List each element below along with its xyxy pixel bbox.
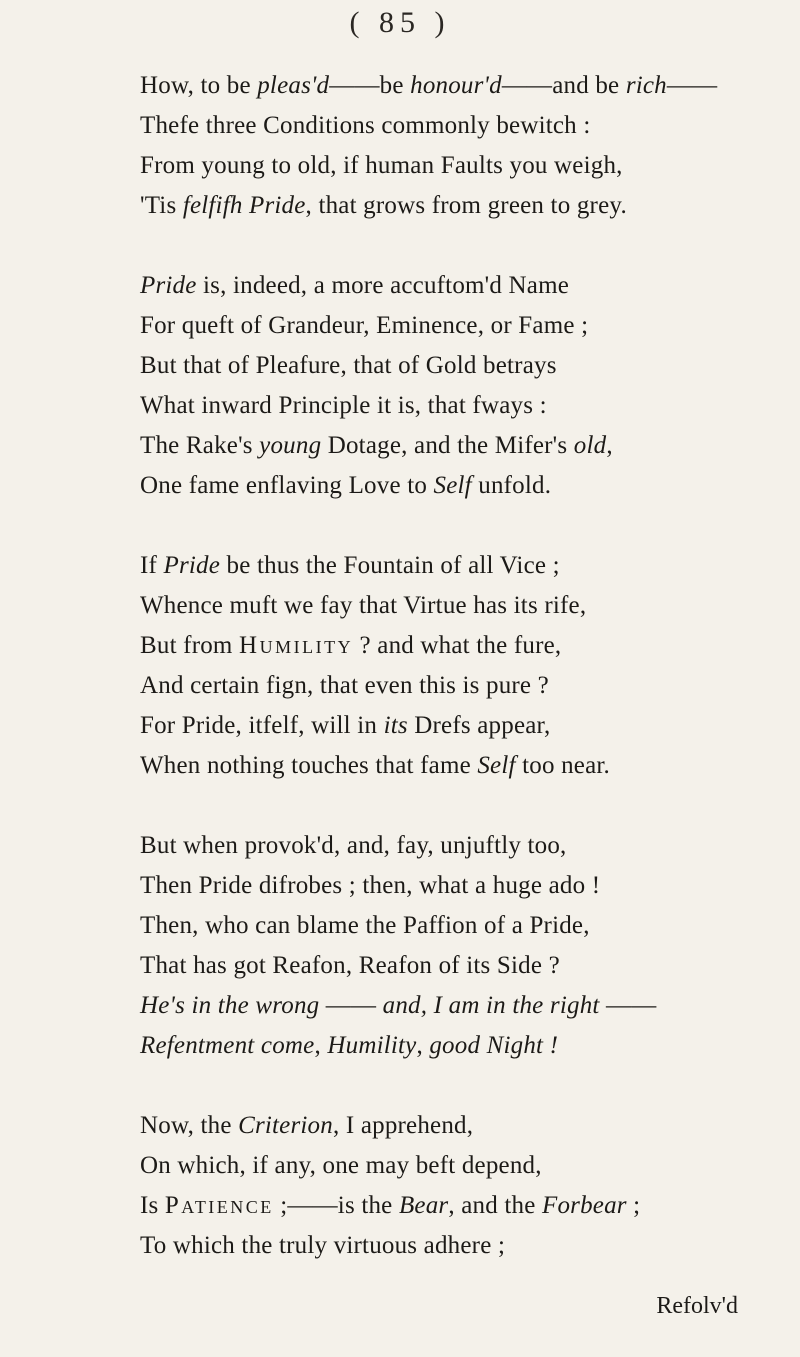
poem-line xyxy=(140,1226,790,1266)
line-text: Whence muft we fay that Virtue has its rife, xyxy=(140,592,587,619)
italic-text: Bear xyxy=(398,1192,449,1219)
line-text: If xyxy=(140,552,164,579)
small-caps-text: Humility xyxy=(239,632,354,659)
line-text: Thefe three Conditions commonly bewitch : xyxy=(140,112,591,139)
line-text: ; xyxy=(626,1192,641,1219)
line-text: Then Pride difrobes ; then, what a huge ado ! xyxy=(140,872,601,899)
italic-text: Self xyxy=(433,472,472,499)
italic-text: felfifh Pride xyxy=(182,192,306,219)
italic-text: old xyxy=(573,432,607,459)
poem-line xyxy=(140,426,790,466)
poem-line xyxy=(140,866,790,906)
line-text: Then, who can blame the Paffion of a Pride, xyxy=(140,912,590,939)
poem-line xyxy=(140,1026,790,1066)
line-text: ? and what the fure, xyxy=(353,632,562,659)
poem-line xyxy=(140,746,790,786)
line-text: From young to old, if human Faults you weigh, xyxy=(140,152,623,179)
line-text: , that grows from green to grey. xyxy=(305,192,627,219)
italic-text: honour'd xyxy=(410,72,502,99)
line-text: Drefs appear, xyxy=(407,712,551,739)
poem-line xyxy=(140,706,790,746)
stanza xyxy=(140,826,790,1066)
line-text: ——and be xyxy=(501,72,626,99)
italic-text: Forbear xyxy=(541,1192,627,1219)
small-caps-text: Patience xyxy=(164,1192,274,1219)
poem-line xyxy=(140,546,790,586)
stanza-break xyxy=(140,506,790,546)
line-text: —— xyxy=(599,992,657,1019)
poem-line xyxy=(140,306,790,346)
line-text: , xyxy=(314,1032,328,1059)
line-text: For Pride, itfelf, will in xyxy=(140,712,384,739)
italic-text: rich xyxy=(625,72,667,99)
line-text: too near. xyxy=(515,752,610,779)
poem-line xyxy=(140,106,790,146)
poem-line xyxy=(140,266,790,306)
line-text: But from xyxy=(140,632,240,659)
line-text: Is xyxy=(140,1192,165,1219)
line-text: , and the xyxy=(448,1192,542,1219)
poem-line xyxy=(140,986,790,1026)
line-text: That has got Reafon, Reafon of its Side ? xyxy=(140,952,560,979)
line-text: But when provok'd, and, fay, unjuftly too, xyxy=(140,832,567,859)
poem-line xyxy=(140,946,790,986)
italic-text: Self xyxy=(477,752,516,779)
poem-line xyxy=(140,386,790,426)
line-text: What inward Principle it is, that fways : xyxy=(140,392,547,419)
poem-line xyxy=(140,466,790,506)
poem-line xyxy=(140,1106,790,1146)
poem-line xyxy=(140,906,790,946)
line-text: is, indeed, a more accuftom'd Name xyxy=(196,272,570,299)
italic-text: Criterion xyxy=(238,1112,333,1139)
poem-line xyxy=(140,146,790,186)
line-text: —— xyxy=(319,992,383,1019)
stanza-break xyxy=(140,226,790,266)
stanza xyxy=(140,546,790,786)
italic-text: Refentment come xyxy=(140,1032,315,1059)
line-text: ——be xyxy=(329,72,411,99)
italic-text: young xyxy=(259,432,322,459)
line-text: be thus the Fountain of all Vice ; xyxy=(220,552,560,579)
stanza xyxy=(140,1106,790,1266)
poem-line xyxy=(140,1146,790,1186)
poem-line xyxy=(140,346,790,386)
poem-text xyxy=(140,66,790,1266)
italic-text: good Night ! xyxy=(429,1032,559,1059)
stanza xyxy=(140,66,790,226)
poem-line xyxy=(140,826,790,866)
poem-line xyxy=(140,666,790,706)
poem-line xyxy=(140,186,790,226)
catchword: Refolv'd xyxy=(656,1293,738,1319)
line-text: , I apprehend, xyxy=(332,1112,474,1139)
line-text: 'Tis xyxy=(140,192,183,219)
italic-text: its xyxy=(383,712,408,739)
line-text: Now, the xyxy=(140,1112,239,1139)
stanza-break xyxy=(140,786,790,826)
italic-text: Pride xyxy=(140,272,197,299)
line-text: How, to be xyxy=(140,72,258,99)
line-text: , xyxy=(416,1032,430,1059)
line-text: One fame enflaving Love to xyxy=(140,472,434,499)
line-text: And certain fign, that even this is pure ? xyxy=(140,672,549,699)
line-text: unfold. xyxy=(471,472,552,499)
italic-text: pleas'd xyxy=(257,72,330,99)
line-text: But that of Pleafure, that of Gold betrays xyxy=(140,352,557,379)
stanza-break xyxy=(140,1066,790,1106)
poem-line xyxy=(140,626,790,666)
poem-line xyxy=(140,1186,790,1226)
line-text: —— xyxy=(666,72,718,99)
line-text: , xyxy=(606,432,613,459)
italic-text: He's in the wrong xyxy=(140,992,320,1019)
line-text: On which, if any, one may beft depend, xyxy=(140,1152,542,1179)
italic-text: Humility xyxy=(327,1032,417,1059)
italic-text: and, I am in the right xyxy=(382,992,600,1019)
page-number: ( 85 ) xyxy=(349,6,451,39)
line-text: For queft of Grandeur, Eminence, or Fame ; xyxy=(140,312,589,339)
poem-line xyxy=(140,66,790,106)
line-text: Dotage, and the Mifer's xyxy=(321,432,574,459)
poem-line xyxy=(140,586,790,626)
line-text: The Rake's xyxy=(140,432,260,459)
line-text: When nothing touches that fame xyxy=(140,752,478,779)
italic-text: Pride xyxy=(163,552,221,579)
line-text: To which the truly virtuous adhere ; xyxy=(140,1232,506,1259)
line-text: ;——is the xyxy=(273,1192,399,1219)
stanza xyxy=(140,266,790,506)
